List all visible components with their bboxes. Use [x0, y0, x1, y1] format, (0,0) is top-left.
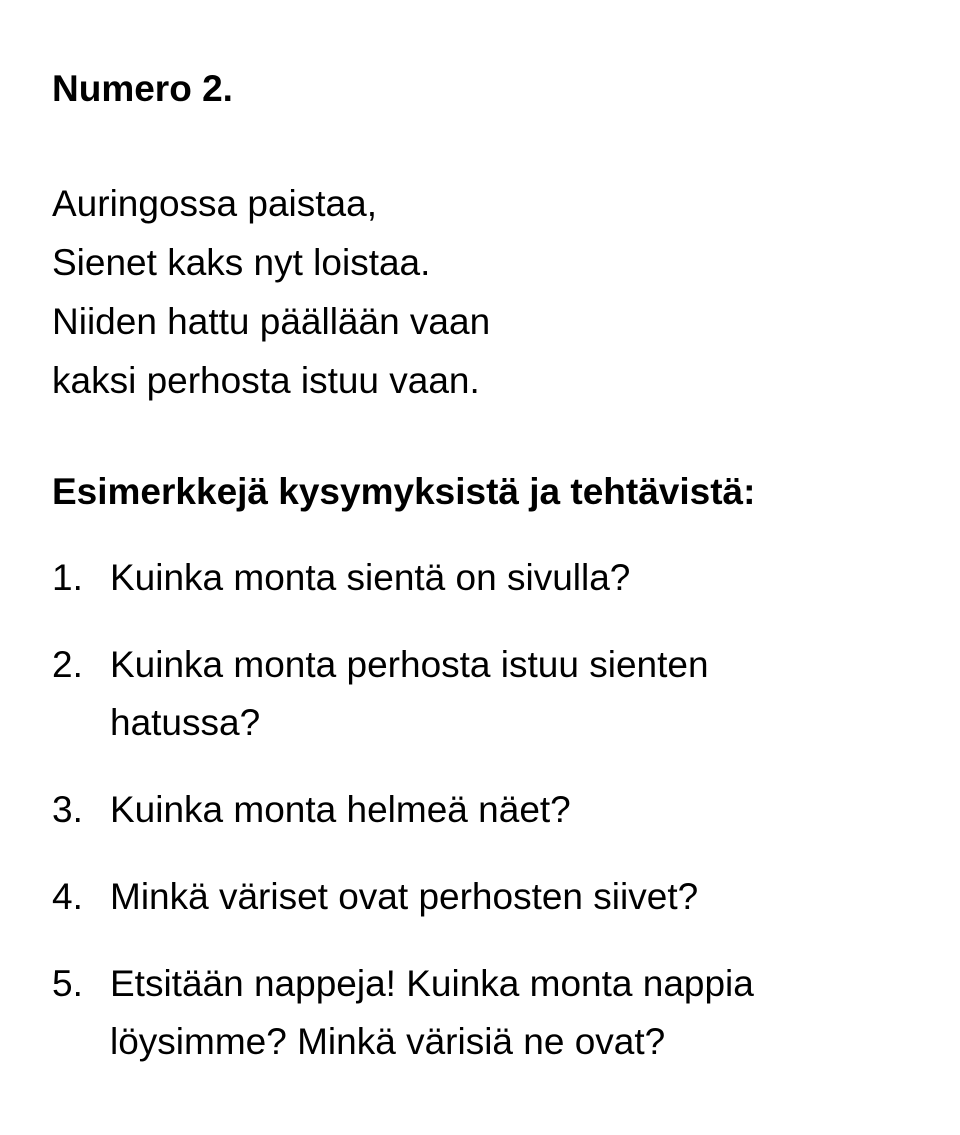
question-item: [52, 955, 932, 1071]
question-text-line: Kuinka monta perhosta istuu sienten: [110, 644, 709, 685]
question-text-line: hatussa?: [110, 702, 261, 743]
question-item: [52, 868, 932, 926]
poem-line: Sienet kaks nyt loistaa.: [52, 242, 431, 283]
question-text-line: Kuinka monta sientä on sivulla?: [110, 557, 631, 598]
question-item: [52, 636, 932, 752]
question-item: [52, 549, 932, 607]
questions-list: [52, 549, 932, 1100]
poem: [52, 174, 490, 410]
question-number: 5.: [52, 963, 83, 1004]
question-item: [52, 781, 932, 839]
question-number: 4.: [52, 876, 83, 917]
poem-line: Auringossa paistaa,: [52, 183, 377, 224]
question-text-line: Kuinka monta helmeä näet?: [110, 789, 571, 830]
poem-line: Niiden hattu päällään vaan: [52, 301, 491, 342]
poem-line: kaksi perhosta istuu vaan.: [52, 360, 480, 401]
question-number: 3.: [52, 789, 83, 830]
question-number: 2.: [52, 644, 83, 685]
question-text-line: Minkä väriset ovat perhosten siivet?: [110, 876, 699, 917]
question-text-line: Etsitään nappeja! Kuinka monta nappia: [110, 963, 754, 1004]
questions-heading: Esimerkkejä kysymyksistä ja tehtävistä:: [52, 471, 756, 512]
page-title: Numero 2.: [52, 68, 233, 109]
question-text-line: löysimme? Minkä värisiä ne ovat?: [110, 1021, 666, 1062]
question-number: 1.: [52, 557, 83, 598]
